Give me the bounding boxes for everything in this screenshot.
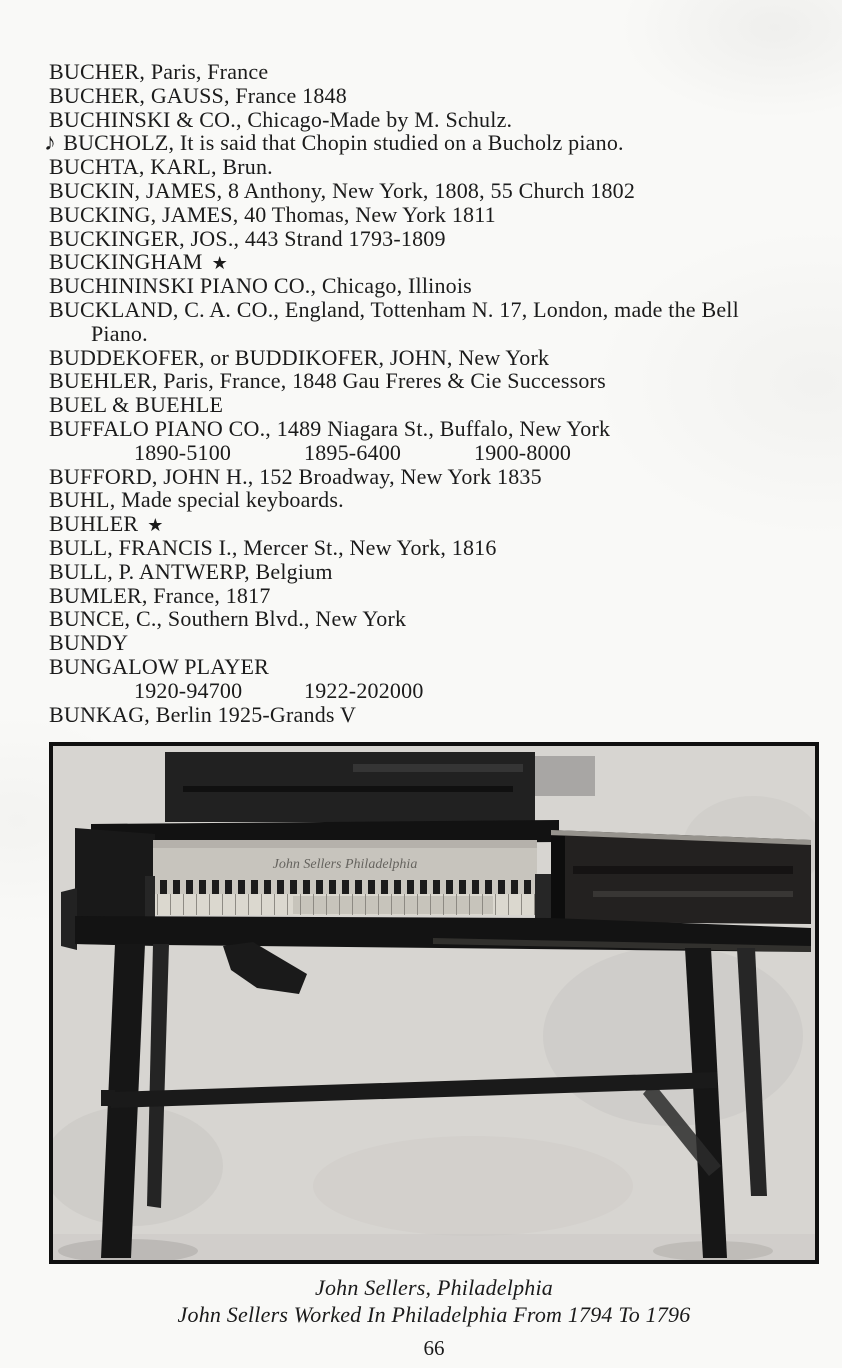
keyboard-end-block-right	[535, 874, 553, 920]
entry-row	[49, 465, 819, 489]
serial-number: 1922-202000	[304, 677, 424, 703]
entry-row	[49, 108, 819, 132]
entry-row	[49, 607, 819, 631]
entry-text: BUNGALOW PLAYER	[49, 653, 269, 679]
entry-text: BUHL, Made special keyboards.	[49, 487, 344, 513]
entry-row	[49, 60, 819, 84]
entry-text: BUFFORD, JOHN H., 152 Broadway, New York 1835	[49, 463, 542, 489]
entry-text: BUHLER	[49, 511, 139, 537]
entry-text: BULL, FRANCIS I., Mercer St., New York, 1816	[49, 534, 497, 560]
entry-row	[49, 155, 819, 179]
entry-row	[49, 346, 819, 370]
entry-text: BUEL & BUEHLE	[49, 392, 224, 418]
entry-row	[49, 84, 819, 108]
entry-row	[49, 417, 819, 441]
entry-row	[49, 393, 819, 417]
right-box-streak	[593, 891, 793, 897]
entry-text: BUEHLER, Paris, France, 1848 Gau Freres & Cie Successors	[49, 368, 606, 394]
entry-row	[49, 703, 819, 727]
entry-row	[49, 203, 819, 227]
entry-text: BULL, P. ANTWERP, Belgium	[49, 558, 333, 584]
entry-row	[49, 179, 819, 203]
nameboard-shade	[153, 840, 537, 848]
entry-row	[49, 655, 819, 679]
star-icon: ★	[147, 515, 164, 536]
entry-text: BUCHINSKI & CO., Chicago-Made by M. Schulz.	[49, 106, 513, 132]
piano-photo	[49, 742, 819, 1264]
entry-row	[49, 274, 819, 298]
caption-line-2: John Sellers Worked In Philadelphia From 1794 To 1796	[177, 1302, 691, 1328]
black-keys	[153, 880, 537, 895]
serial-number: 1890-5100	[134, 439, 232, 465]
serial-number-row	[49, 441, 819, 465]
entry-text: BUCHOLZ, It is said that Chopin studied on a Bucholz piano.	[63, 130, 624, 156]
case-right-box	[551, 830, 811, 924]
lid-streak	[183, 786, 513, 792]
lid-highlight	[353, 764, 523, 772]
entry-row	[49, 227, 819, 251]
entry-text: BUFFALO PIANO CO., 1489 Niagara St., Buffalo, New York	[49, 415, 611, 441]
caption-line-1: John Sellers, Philadelphia	[315, 1275, 553, 1301]
serial-number-row	[49, 679, 819, 703]
entry-row	[44, 130, 819, 157]
entry-row	[49, 512, 819, 536]
photo-caption	[49, 1274, 819, 1328]
piano-nameboard-text: John Sellers Philadelphia	[272, 857, 418, 873]
right-box-streak	[573, 866, 793, 874]
eighth-note-icon: ♪	[44, 130, 57, 157]
case-left-bracket	[61, 888, 77, 950]
entry-text: BUCHER, Paris, France	[49, 59, 269, 84]
entry-text: BUCKINGER, JOS., 443 Strand 1793-1809	[49, 225, 446, 251]
background-mottle	[543, 946, 803, 1126]
entry-text: BUNKAG, Berlin 1925-Grands V	[49, 701, 357, 727]
entry-row	[49, 631, 819, 655]
entry-row	[49, 298, 819, 322]
entry-text: BUNDY	[49, 630, 129, 656]
entry-row	[49, 536, 819, 560]
entry-text: BUCKIN, JAMES, 8 Anthony, New York, 1808, 55 Church 1802	[49, 177, 636, 203]
right-box-edge	[551, 836, 565, 922]
entry-row	[49, 584, 819, 608]
background-mottle	[313, 1136, 633, 1236]
entry-row	[49, 250, 819, 274]
entry-text: BUCHININSKI PIANO CO., Chicago, Illinois	[49, 273, 472, 299]
page-number: 66	[423, 1336, 445, 1361]
key-wear	[293, 896, 493, 914]
entry-text: BUCKING, JAMES, 40 Thomas, New York 1811	[49, 201, 496, 227]
entry-text: BUNCE, C., Southern Blvd., New York	[49, 606, 407, 632]
entry-text: Piano.	[91, 320, 148, 346]
entry-row	[49, 369, 819, 393]
entry-text: BUMLER, France, 1817	[49, 582, 271, 608]
entry-text: BUCHTA, KARL, Brun.	[49, 154, 273, 180]
lid-shadow	[535, 756, 595, 796]
entry-text: BUDDEKOFER, or BUDDIKOFER, JOHN, New York	[49, 344, 550, 370]
entry-text: BUCKLAND, C. A. CO., England, Tottenham N. 17, London, made the Bell	[49, 296, 739, 322]
serial-number: 1895-6400	[304, 439, 402, 465]
stretcher-stub	[101, 1090, 115, 1106]
star-icon: ★	[211, 253, 228, 274]
entry-row	[49, 560, 819, 584]
entry-text: BUCKINGHAM	[49, 249, 203, 275]
entry-list	[44, 59, 819, 727]
entry-continuation	[49, 322, 819, 346]
serial-number: 1920-94700	[134, 677, 243, 703]
entry-row	[49, 488, 819, 512]
serial-number: 1900-8000	[474, 439, 572, 465]
entry-text: BUCHER, GAUSS, France 1848	[49, 82, 347, 108]
piano-illustration	[53, 746, 815, 1260]
keyboard-end-block-left	[145, 876, 155, 918]
